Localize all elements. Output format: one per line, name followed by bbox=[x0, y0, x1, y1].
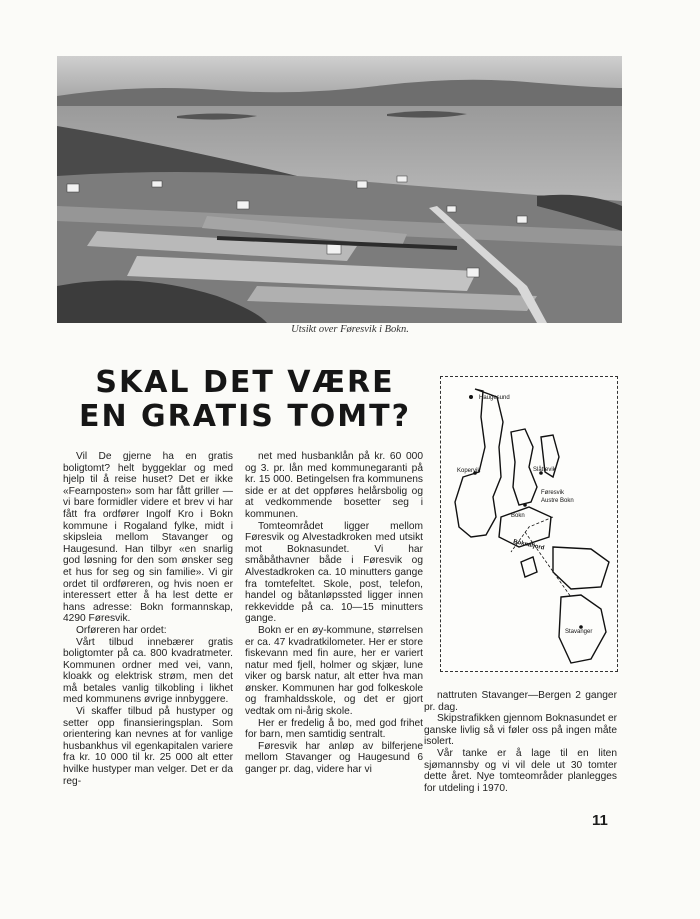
area-map bbox=[440, 376, 618, 672]
headline bbox=[60, 366, 430, 434]
paragraph: Vi skaffer tilbud på hustyper og setter opp finansieringsplan. Som orientering kan nevnes at for vanlige husbankhus vil egenkapitalen variere fra kr. 10 000 til kr. 25 000 alt etter hvilke hustyper man velger. Det er da reg- bbox=[63, 706, 233, 787]
paragraph: Her er fredelig å bo, med god frihet for barn, men samtidig sentralt. bbox=[245, 717, 423, 741]
landscape-photo bbox=[57, 56, 622, 323]
page-number: 11 bbox=[592, 812, 608, 829]
paragraph: Orføreren har ordet: bbox=[76, 624, 167, 636]
paragraph: Vil De gjerne ha en gratis boligtomt? helt byggeklar og med hjelp til å reise huset? Det er ikke «Fearnposten» som har fått griller — vi bare formidler videre et brev vi har fått fra ordfører Ingolf Kro i Bokn kommune i Rogaland fylke, midt i skipsleia mellom Stavanger og Haugesund. Han tilbyr «en snarlig god løsning for den som ønsker seg et hus for seg og sin familie». Vi gir ordet til ordføreren, og hvis noen er interessert etter å ha lest dette er hans adresse: Bokn formannskap, 4290 Føresvik. bbox=[63, 451, 233, 625]
article-column-2 bbox=[245, 451, 423, 776]
paragraph: nattruten Stavanger—Bergen 2 ganger pr. dag. bbox=[424, 690, 617, 713]
article-column-1 bbox=[63, 451, 233, 787]
headline-line-2: EN GRATIS TOMT? bbox=[78, 399, 412, 434]
map-label-stavanger: Stavanger bbox=[565, 629, 593, 635]
map-label-haugesund: Haugesund bbox=[479, 395, 510, 401]
paragraph: Tomteområdet ligger mellom Føresvik og Alvestadkroken med utsikt mot Boknasundet. Vi har småbåthavner både i Føresvik og Alvestadkroken ca. 10 minutters gange fra tomtefeltet. Skole, post, telefon, handel og båtanløpssted ligger innen rekkevidde på ca. 10—15 minutters gange. bbox=[245, 520, 423, 625]
map-label-boknafjord: Boknafjord bbox=[512, 539, 545, 552]
paragraph: Bokn er en øy-kommune, størrelsen er ca. 47 kvadratkilometer. Her er store fiskevann med fin aure, her er variert natur med fjell, holmer og skjær, lune viker og barsk natur, alt etter hva man ønsker. Kommunen har god folkeskole og framhaldsskole, og det er gjort vedtak om ni-årig skole. bbox=[245, 624, 423, 718]
map-label-bokn: Bokn bbox=[511, 513, 525, 519]
map-label-kopervik: Kopervik bbox=[457, 468, 481, 474]
map-label-foresvik: Føresvik bbox=[541, 490, 564, 496]
article-column-3 bbox=[424, 690, 617, 794]
paragraph: Vår tanke er å lage til en liten sjømannsby og vi vil dele ut 30 tomter dette året. Nye tomteområder planlegges for utdeling i 1970. bbox=[424, 747, 617, 794]
photo-caption: Utsikt over Føresvik i Bokn. bbox=[291, 324, 409, 335]
paragraph: Vårt tilbud innebærer gratis boligtomter på ca. 800 kvadratmeter. Kommunen ordner med vei, vann, kloakk og elektrisk strøm, men det må betales vanlig tilkobling i likhet med kommunens øvrige innbyggere. bbox=[63, 636, 233, 706]
paragraph: Skipstrafikken gjennom Boknasundet er ganske livlig så vi føler oss på ingen måte isolert. bbox=[424, 713, 617, 748]
map-label-austre-bokn: Austre Bokn bbox=[541, 498, 574, 504]
map-label-slattevik: Slåttevik bbox=[533, 467, 556, 473]
headline-line-1: SKAL DET VÆRE bbox=[95, 365, 395, 400]
paragraph: net med husbanklån på kr. 60 000 og 3. pr. lån med kommunegaranti på kr. 15 000. Betingelsen fra kommunens side er at det oppføres helårsbolig og at vedkommende bosetter seg i kommunen. bbox=[245, 451, 423, 520]
paragraph: Føresvik har anløp av bilferjene mellom Stavanger og Haugesund 6 ganger pr. dag, videre har vi bbox=[245, 740, 423, 776]
